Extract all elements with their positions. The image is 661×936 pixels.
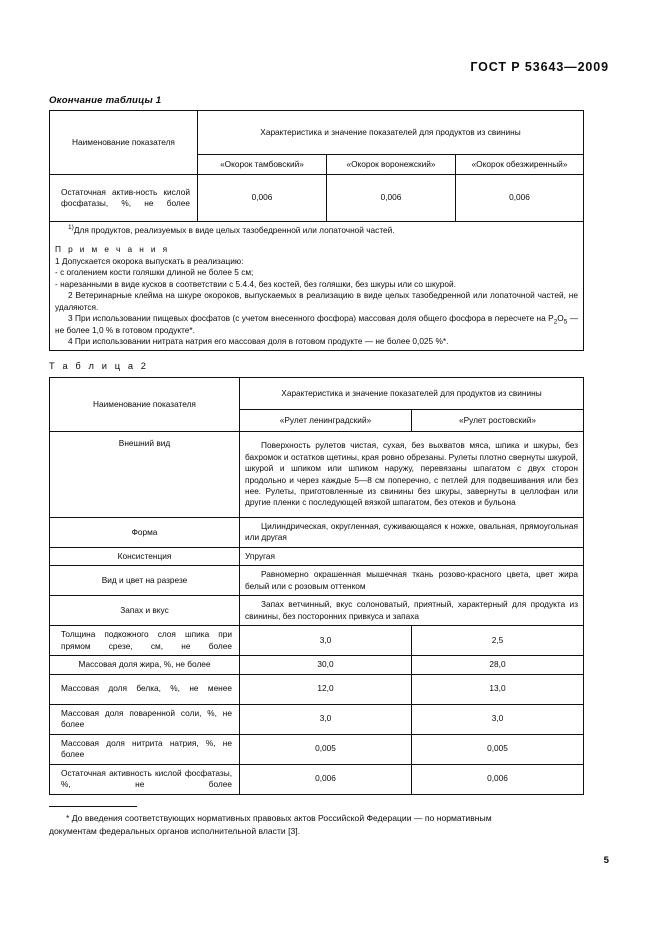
table1-row-0-value-2: 0,006 xyxy=(327,175,456,222)
table2-row-0-description xyxy=(240,432,584,518)
table2-row-7-value-2: 13,0 xyxy=(412,674,584,704)
table-row xyxy=(50,432,584,518)
table2-row-6-name: Массовая доля жира, %, не более xyxy=(50,656,240,674)
table2-row-4-text: Запах ветчинный, вкус солоноватый, приятный, характерный для продукта из свинины, без посторонних привкуса и запаха xyxy=(245,599,578,621)
table1-note-2: 2 Ветеринарные клейма на шкуре окороков, выпускаемых в реализацию в виде целых тазобедренной или лопаточной частей, не удаляются. xyxy=(55,290,578,312)
table-1-continuation xyxy=(49,110,584,351)
table1-col-header-product-3: «Окорок обезжиренный» xyxy=(456,155,584,175)
table2-row-5-name: Толщина подкожного слоя шпика при прямом срезе, см, не более xyxy=(50,626,240,656)
table1-row-0-name: Остаточная актив-ность кислой фосфатазы, %, не более xyxy=(50,175,198,222)
formula-o: O xyxy=(557,313,564,324)
table1-note-4: 4 При использовании нитрата натрия его массовая доля в готовом продукте — не более 0,025 %*. xyxy=(68,335,449,346)
table1-note-3-before: 3 При использовании пищевых фосфатов (с учетом внесенного фосфора) массовая доля общего фосфора в пересчете на P xyxy=(68,313,554,324)
table1-caption: Окончание таблицы 1 xyxy=(49,95,162,106)
page-footnote xyxy=(49,812,594,838)
table2-row-4-description xyxy=(240,596,584,626)
footnote-separator-rule xyxy=(49,806,137,807)
table2-row-2-description xyxy=(240,547,584,565)
table1-note-3 xyxy=(55,313,578,336)
table2-row-9-value-1: 0,005 xyxy=(240,734,412,764)
table2-row-4-name: Запах и вкус xyxy=(50,596,240,626)
table1-notes-block xyxy=(50,222,584,351)
table-row xyxy=(50,596,584,626)
table2-row-8-name: Массовая доля поваренной соли, %, не более xyxy=(50,704,240,734)
formula-sub-2: 2 xyxy=(553,318,558,326)
table2-row-0-text: Поверхность рулетов чистая, сухая, без выхватов мяса, шпика и шкуры, без бахромок и остатков щетины, края ровно обрезаны. Рулеты плотно свернуты шкурой, шкурой и шпиком или шпиком наружу, перевязаны шпагатом с двух сторон продольно и через каждые 5—8 см поперечно, с петлей для подвешивания или без нее. Рулеты, приготовленные из свинины без шкуры, завернуты в целлофан или другие пленки с последующей вязкой шпагатом, без отеков и бульона xyxy=(245,440,578,508)
table1-col-header-product-2: «Окорок воронежский» xyxy=(327,155,456,175)
table2-header-row-group xyxy=(50,378,584,410)
table2-row-8-value-2: 3,0 xyxy=(412,704,584,734)
table2-row-7-name: Массовая доля белка, %, не менее xyxy=(50,674,240,704)
table1-note-1: 1 Допускается окорока выпускать в реализацию: xyxy=(55,255,244,266)
table2-row-9-value-2: 0,005 xyxy=(412,734,584,764)
table2-col-header-name: Наименование показателя xyxy=(50,378,240,432)
table1-note-dash-1: - с оголением кости голяшки длиной не более 5 см; xyxy=(55,267,254,278)
table2-row-10-value-2: 0,006 xyxy=(412,764,584,794)
table2-row-6-value-2: 28,0 xyxy=(412,656,584,674)
table2-row-2-name: Консистенция xyxy=(50,547,240,565)
table2-row-8-value-1: 3,0 xyxy=(240,704,412,734)
table2-col-header-product-2: «Рулет ростовский» xyxy=(412,410,584,432)
table2-row-0-name: Внешний вид xyxy=(50,432,240,518)
table1-row-0-value-3: 0,006 xyxy=(456,175,584,222)
table1-col-header-name: Наименование показателя xyxy=(50,111,198,175)
table-row xyxy=(50,547,584,565)
notes-spacer xyxy=(55,236,578,244)
table1-note-3-after: — не более 1,0 % в готовом продукте*. xyxy=(55,313,578,335)
table1-footnote-1 xyxy=(55,225,578,236)
table2-col-header-group: Характеристика и значение показателей для продуктов из свинины xyxy=(240,378,584,410)
table2-caption: Т а б л и ц а 2 xyxy=(49,361,149,371)
table1-note-dash-2: - нарезанными в виде кусков в соответствии с 5.4.4, без костей, без голяшки, без шкуры или со шкурой. xyxy=(55,278,456,289)
table2-row-10-name: Остаточная активность кислой фосфатазы, %, не более xyxy=(50,764,240,794)
table1-header-row-group xyxy=(50,111,584,155)
page-number: 5 xyxy=(603,855,609,866)
table-row xyxy=(50,764,584,794)
footnote-marker: * xyxy=(66,813,70,823)
table-row xyxy=(50,734,584,764)
table2-row-3-name: Вид и цвет на разрезе xyxy=(50,566,240,596)
footnote-line-1 xyxy=(49,812,594,825)
formula-sub-5: 5 xyxy=(563,318,568,326)
footnote-text-1: До введения соответствующих нормативных правовых актов Российской Федерации — по нормативным xyxy=(71,813,492,823)
table2-row-5-value-2: 2,5 xyxy=(412,626,584,656)
table2-row-7-value-1: 12,0 xyxy=(240,674,412,704)
table1-col-header-product-1: «Окорок тамбовский» xyxy=(198,155,327,175)
document-standard-header: ГОСТ Р 53643—2009 xyxy=(470,60,609,74)
table-row xyxy=(50,518,584,548)
table2-col-header-product-1: «Рулет ленинградский» xyxy=(240,410,412,432)
table2-row-1-text: Цилиндрическая, округленная, суживающаяся к ножке, овальная, прямоугольная или другая xyxy=(245,521,578,543)
table-row xyxy=(50,626,584,656)
table2-row-5-value-1: 3,0 xyxy=(240,626,412,656)
table2-row-3-text: Равномерно окрашенная мышечная ткань розово-красного цвета, цвет жира белый или с розовым оттенком xyxy=(245,569,578,591)
table2-row-9-name: Массовая доля нитрита натрия, %, не более xyxy=(50,734,240,764)
table2-row-3-description xyxy=(240,566,584,596)
table-2 xyxy=(49,377,584,795)
table1-footnote-marker: 1) xyxy=(68,224,74,232)
table-row xyxy=(50,704,584,734)
table2-row-2-text: Упругая xyxy=(245,550,276,561)
table-row xyxy=(50,674,584,704)
table1-col-header-group: Характеристика и значение показателей для продуктов из свинины xyxy=(198,111,584,155)
table1-notes-row xyxy=(50,222,584,351)
footnote-line-2: документам федеральных органов исполнительной власти [3]. xyxy=(49,825,301,836)
table2-row-1-description xyxy=(240,518,584,548)
table-row xyxy=(50,566,584,596)
table1-notes-heading: П р и м е ч а н и я xyxy=(55,244,170,255)
table1-footnote-text: Для продуктов, реализуемых в виде целых тазобедренной или лопаточной частей. xyxy=(73,225,395,235)
table2-row-10-value-1: 0,006 xyxy=(240,764,412,794)
table-row xyxy=(50,175,584,222)
table-row xyxy=(50,656,584,674)
table1-row-0-value-1: 0,006 xyxy=(198,175,327,222)
table2-row-1-name: Форма xyxy=(50,518,240,548)
table2-row-6-value-1: 30,0 xyxy=(240,656,412,674)
